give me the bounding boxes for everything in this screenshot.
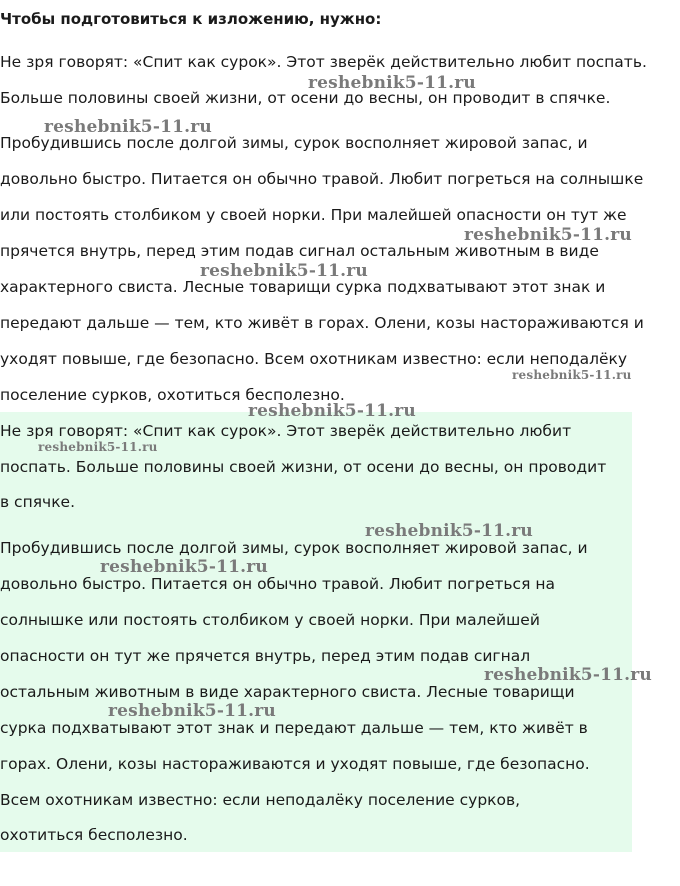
text-line: прячется внутрь, перед этим подав сигнал остальным животным в виде <box>0 242 599 260</box>
text-line: горах. Олени, козы настораживаются и уходят повыше, где безопасно. <box>0 755 590 773</box>
text-line: в спячке. <box>0 493 76 511</box>
watermark: reshebnik5-11.ru <box>100 557 268 577</box>
watermark: reshebnik5-11.ru <box>512 368 632 382</box>
text-line: Больше половины своей жизни, от осени до весны, он проводит в спячке. <box>0 89 611 107</box>
watermark: reshebnik5-11.ru <box>464 225 632 245</box>
watermark: reshebnik5-11.ru <box>38 440 158 454</box>
text-line: Всем охотникам известно: если неподалёку поселение сурков, <box>0 791 521 809</box>
text-line: Пробудившись после долгой зимы, сурок восполняет жировой запас, и <box>0 539 588 557</box>
watermark: reshebnik5-11.ru <box>365 521 533 541</box>
watermark: reshebnik5-11.ru <box>308 73 476 93</box>
answer-block <box>0 412 632 852</box>
text-line: охотиться бесполезно. <box>0 826 188 844</box>
text-line: поселение сурков, охотиться бесполезно. <box>0 386 345 404</box>
watermark: reshebnik5-11.ru <box>44 117 212 137</box>
text-line: или постоять столбиком у своей норки. При малейшей опасности он тут же <box>0 206 627 224</box>
text-line: сурка подхватывают этот знак и передают дальше — тем, кто живёт в <box>0 719 588 737</box>
text-line: остальным животным в виде характерного свиста. Лесные товарищи <box>0 683 575 701</box>
text-line: опасности он тут же прячется внутрь, перед этим подав сигнал <box>0 647 531 665</box>
text-line: довольно быстро. Питается он обычно травой. Любит погреться на солнышке <box>0 170 644 188</box>
text-line: Не зря говорят: «Спит как сурок». Этот зверёк действительно любит поспать. <box>0 53 647 71</box>
text-line: передают дальше — тем, кто живёт в горах. Олени, козы настораживаются и <box>0 314 644 332</box>
page-heading: Чтобы подготовиться к изложению, нужно: <box>0 10 382 28</box>
watermark: reshebnik5-11.ru <box>200 261 368 281</box>
watermark: reshebnik5-11.ru <box>484 665 652 685</box>
text-line: довольно быстро. Питается он обычно травой. Любит погреться на <box>0 575 555 593</box>
text-line: поспать. Больше половины своей жизни, от осени до весны, он проводит <box>0 458 607 476</box>
watermark: reshebnik5-11.ru <box>248 401 416 421</box>
text-line: уходят повыше, где безопасно. Всем охотникам известно: если неподалёку <box>0 350 628 368</box>
watermark: reshebnik5-11.ru <box>108 701 276 721</box>
text-line: Пробудившись после долгой зимы, сурок восполняет жировой запас, и <box>0 134 588 152</box>
text-line: Не зря говорят: «Спит как сурок». Этот зверёк действительно любит <box>0 422 572 440</box>
text-line: характерного свиста. Лесные товарищи сурка подхватывают этот знак и <box>0 278 606 296</box>
text-line: солнышке или постоять столбиком у своей норки. При малейшей <box>0 611 540 629</box>
